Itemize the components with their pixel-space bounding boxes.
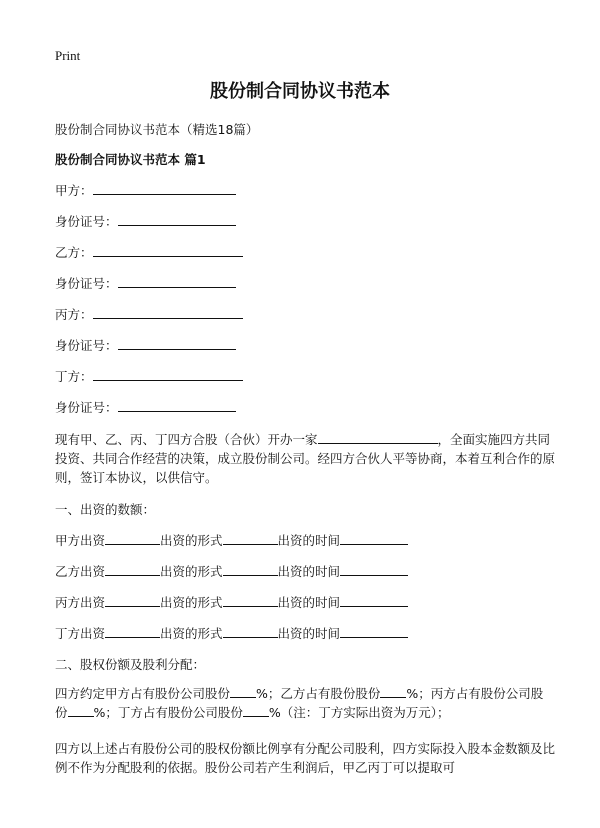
id-field [55, 212, 236, 231]
form-label: 出资的形式 [160, 595, 223, 610]
blank-line [93, 367, 243, 381]
blank-line [318, 430, 438, 444]
blank-line [380, 684, 406, 698]
dividend-paragraph: 四方以上述占有股份公司的股权份额比例享有分配公司股利，四方实际投入股本金数额及比例不作为分配股利的依据。股份公司若产生利润后，甲乙丙丁可以提取可 [55, 741, 556, 775]
party-field [55, 305, 243, 324]
party-field [55, 367, 243, 386]
id-field [55, 398, 236, 417]
blank-line [105, 593, 160, 607]
blank-line [68, 703, 94, 717]
id-field [55, 336, 236, 355]
blank-line [340, 531, 408, 545]
contribution-row [55, 562, 408, 581]
party-label: 乙方出资 [55, 564, 106, 579]
blank-line [93, 243, 243, 257]
blank-line [93, 305, 243, 319]
blank-line [223, 531, 278, 545]
shares-paragraph [55, 684, 555, 722]
blank-line [118, 212, 236, 226]
blank-line [230, 684, 256, 698]
blank-line [223, 562, 278, 576]
page-title: 股份制合同协议书范本 [210, 81, 390, 102]
blank-line [243, 703, 269, 717]
time-label: 出资的时间 [277, 533, 341, 548]
print-link[interactable]: Print [55, 48, 81, 63]
field-label: 甲方： [55, 183, 93, 198]
form-label: 出资的形式 [160, 564, 223, 579]
section-1-heading: 一、出资的数额： [55, 502, 156, 517]
shares-text: %（注：丁方实际出资为万元）； [268, 705, 450, 720]
form-label: 出资的形式 [160, 626, 223, 641]
blank-line [105, 531, 160, 545]
contribution-row [55, 624, 408, 643]
party-label: 丙方出资 [55, 595, 106, 610]
shares-text: 四方约定甲方占有股份公司股份 [55, 686, 231, 701]
time-label: 出资的时间 [277, 626, 341, 641]
contribution-row [55, 531, 408, 550]
subtitle: 股份制合同协议书范本（精选18篇） [55, 122, 259, 137]
contribution-row [55, 593, 408, 612]
party-label: 丁方出资 [55, 626, 106, 641]
time-label: 出资的时间 [277, 595, 341, 610]
shares-text: %；丙方占有股份公司股份 [55, 686, 544, 720]
field-label: 丙方： [55, 307, 93, 322]
field-label: 身份证号： [55, 338, 118, 353]
time-label: 出资的时间 [277, 564, 341, 579]
intro-paragraph [55, 430, 555, 487]
field-label: 乙方： [55, 245, 93, 260]
blank-line [118, 274, 236, 288]
shares-text: %；乙方占有股份股份 [256, 686, 381, 701]
blank-line [118, 398, 236, 412]
section-heading: 股份制合同协议书范本 篇1 [55, 152, 206, 167]
blank-line [223, 624, 278, 638]
field-label: 丁方： [55, 369, 93, 384]
shares-text: %；丁方占有股份公司股份 [93, 705, 243, 720]
blank-line [118, 336, 236, 350]
intro-text: 现有甲、乙、丙、丁四方合股（合伙）开办一家 [55, 432, 318, 447]
field-label: 身份证号： [55, 276, 118, 291]
blank-line [340, 593, 408, 607]
blank-line [105, 562, 160, 576]
intro-text: ，全面实施四方共同投资、共同合作经营的决策，成立股份制公司。经四方合伙人平等协商，本着互利合作的原则，签订本协议，以供信守。 [55, 432, 556, 485]
blank-line [223, 593, 278, 607]
blank-line [93, 181, 236, 195]
party-label: 甲方出资 [55, 533, 106, 548]
blank-line [340, 624, 408, 638]
field-label: 身份证号： [55, 214, 118, 229]
section-2-heading: 二、股权份额及股利分配： [55, 657, 206, 672]
blank-line [105, 624, 160, 638]
field-label: 身份证号： [55, 400, 118, 415]
id-field [55, 274, 236, 293]
party-field [55, 243, 243, 262]
party-field [55, 181, 236, 200]
form-label: 出资的形式 [160, 533, 223, 548]
blank-line [340, 562, 408, 576]
